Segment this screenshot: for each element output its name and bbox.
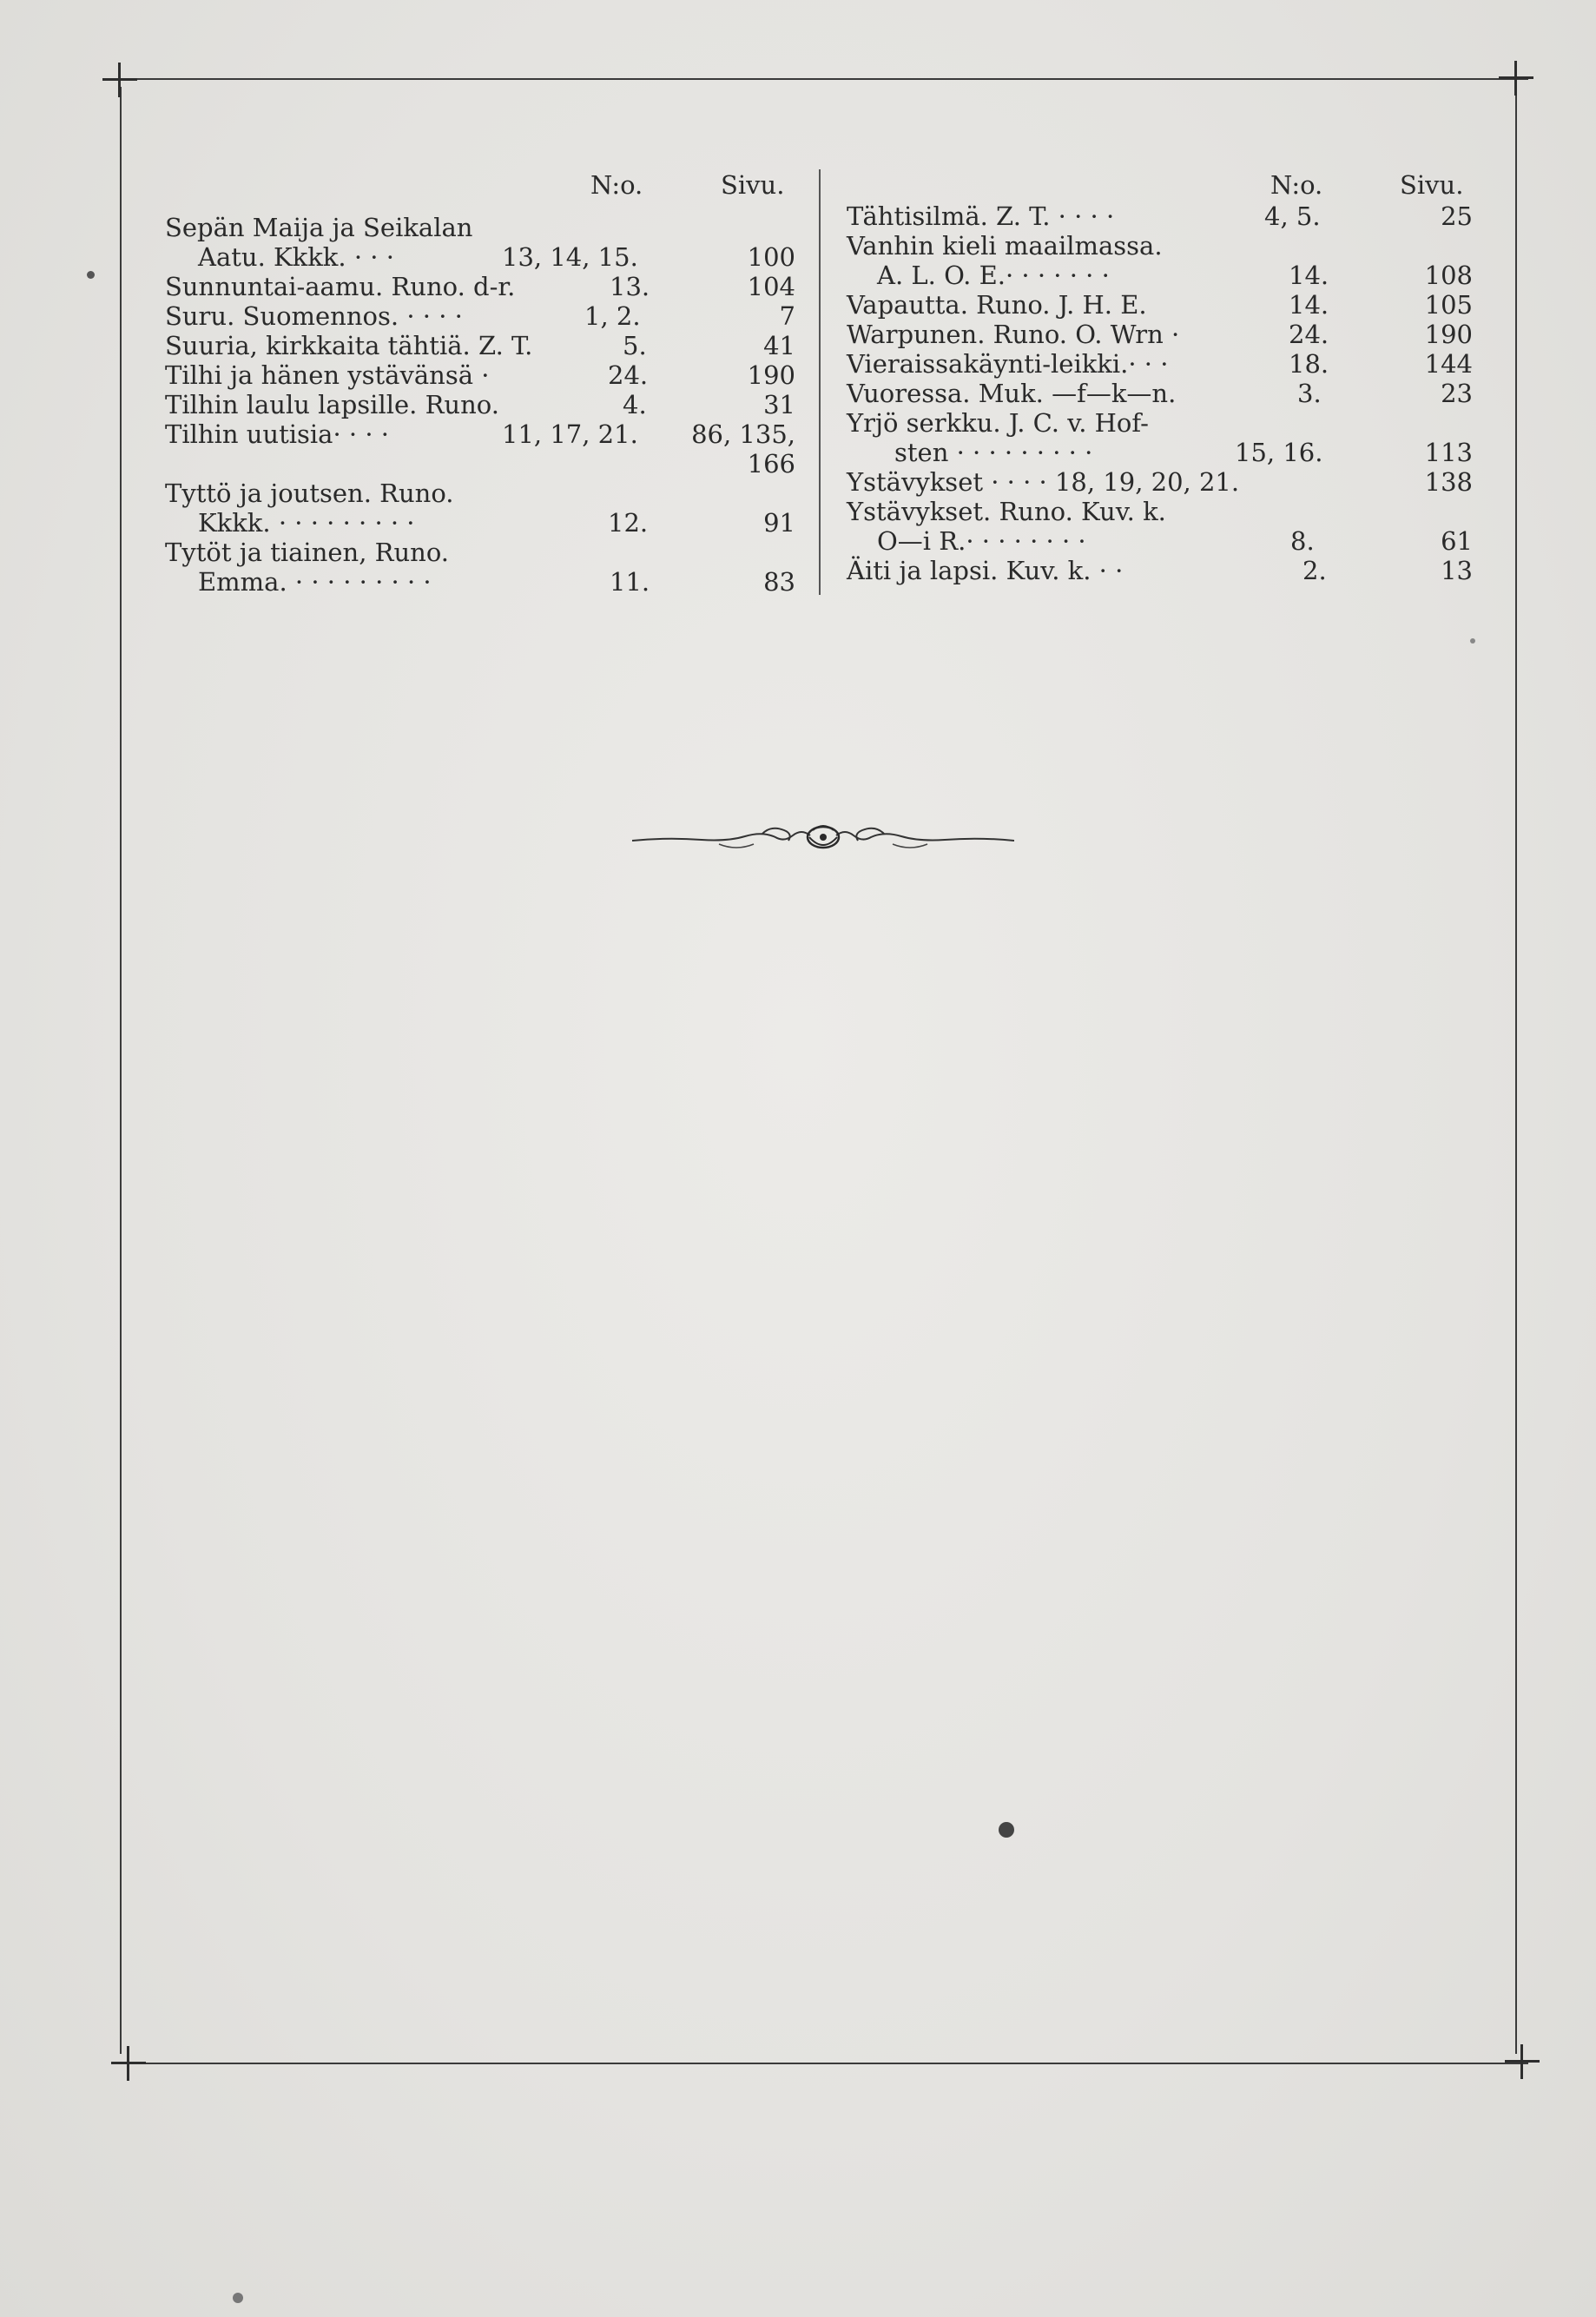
frame-bottom-line [130,2063,1528,2064]
entry-issue-number: 5. [623,331,647,360]
frame-corner-bottom-left-icon [111,2046,146,2081]
frame-corner-bottom-right-icon [1505,2044,1540,2079]
paper-speck [1470,638,1475,644]
entry-issue-number: 4. [623,390,647,419]
entry-title: Tähtisilmä. Z. T. · · · · [847,201,1115,231]
entry-title: Vapautta. Runo. J. H. E. [847,290,1147,320]
frame-corner-top-right-icon [1499,61,1533,96]
entry-title: Ystävykset. Runo. Kuv. k. [847,497,1166,526]
entry-title: Tytöt ja tiainen, Runo. [165,538,450,567]
entry-title: Ystävykset · · · · 18, 19, 20, 21. [847,467,1240,497]
entry-issue-number: 12. [608,508,649,538]
entry-issue-number: 24. [1289,320,1329,349]
entry-page-number: 100 [747,242,795,272]
entry-title: Tilhin uutisia· · · · [165,419,389,449]
frame-corner-top-left-icon [102,63,137,97]
bleed-through-texture [330,564,1502,2128]
entry-issue-number: 11. [610,567,650,597]
entry-title: Tyttö ja joutsen. Runo. [165,479,454,508]
entry-page-number: 138 [1424,467,1473,497]
entry-page-number: 31 [763,390,795,419]
entry-title: Yrjö serkku. J. C. v. Hof- [847,408,1149,438]
entry-title-continued: sten · · · · · · · · · [894,438,1093,467]
entry-title: Vanhin kieli maailmassa. [847,231,1163,261]
entry-page-number: 104 [747,272,795,301]
frame-right-line [1515,87,1517,2054]
entry-issue-number: 14. [1289,261,1329,290]
entry-issue-number: 2. [1303,556,1327,585]
entry-page-number: 41 [763,331,795,360]
entry-page-number: 190 [1424,320,1473,349]
entry-title: Vuoressa. Muk. —f—k—n. [847,379,1177,408]
entry-page-number-continued: 166 [747,449,795,479]
entry-issue-number: 1, 2. [584,301,641,331]
entry-title-continued: Kkkk. · · · · · · · · · [198,508,415,538]
entry-title-continued: Aatu. Kkkk. · · · [198,242,394,272]
entry-issue-number: 15, 16. [1235,438,1323,467]
right-header-number: N:o. [1270,170,1323,200]
entry-issue-number: 13, 14, 15. [502,242,638,272]
entry-title: Suru. Suomennos. · · · · [165,301,463,331]
entry-issue-number: 8. [1290,526,1315,556]
paper-speck [999,1822,1014,1838]
entry-title: Warpunen. Runo. O. Wrn · [847,320,1180,349]
entry-title-continued: Emma. · · · · · · · · · [198,567,432,597]
entry-title: Tilhi ja hänen ystävänsä · [165,360,490,390]
entry-page-number: 23 [1441,379,1473,408]
frame-left-line [120,87,122,2054]
entry-issue-number: 14. [1289,290,1329,320]
entry-page-number: 86, 135, [691,419,795,449]
frame-top-line [130,78,1528,80]
entry-issue-number: 4, 5. [1264,201,1321,231]
entry-page-number: 91 [763,508,795,538]
entry-issue-number: 11, 17, 21. [502,419,638,449]
entry-issue-number: 3. [1297,379,1322,408]
entry-title: Suuria, kirkkaita tähtiä. Z. T. [165,331,533,360]
entry-page-number: 25 [1441,201,1473,231]
entry-page-number: 13 [1441,556,1473,585]
left-header-number: N:o. [590,170,643,200]
entry-issue-number: 13. [610,272,650,301]
entry-page-number: 83 [763,567,795,597]
column-divider [819,169,821,595]
entry-title: Sepän Maija ja Seikalan [165,213,473,242]
entry-issue-number: 18. [1289,349,1329,379]
right-header-page: Sivu. [1400,170,1464,200]
paper-speck [87,271,95,279]
left-header-page: Sivu. [721,170,785,200]
entry-page-number: 190 [747,360,795,390]
entry-page-number: 105 [1424,290,1473,320]
entry-title-continued: A. L. O. E.· · · · · · · [877,261,1110,290]
entry-title: Vieraissakäynti-leikki.· · · [847,349,1169,379]
entry-issue-number: 24. [608,360,649,390]
entry-page-number: 113 [1424,438,1473,467]
decorative-scroll-ornament-icon [632,822,1014,856]
entry-title: Tilhin laulu lapsille. Runo. [165,390,499,419]
paper-speck [233,2293,243,2303]
entry-page-number: 61 [1441,526,1473,556]
entry-page-number: 108 [1424,261,1473,290]
entry-title-continued: O—i R.· · · · · · · · [877,526,1086,556]
entry-title: Äiti ja lapsi. Kuv. k. · · [847,556,1124,585]
entry-title: Sunnuntai-aamu. Runo. d-r. [165,272,516,301]
entry-page-number: 144 [1424,349,1473,379]
entry-page-number: 7 [779,301,795,331]
